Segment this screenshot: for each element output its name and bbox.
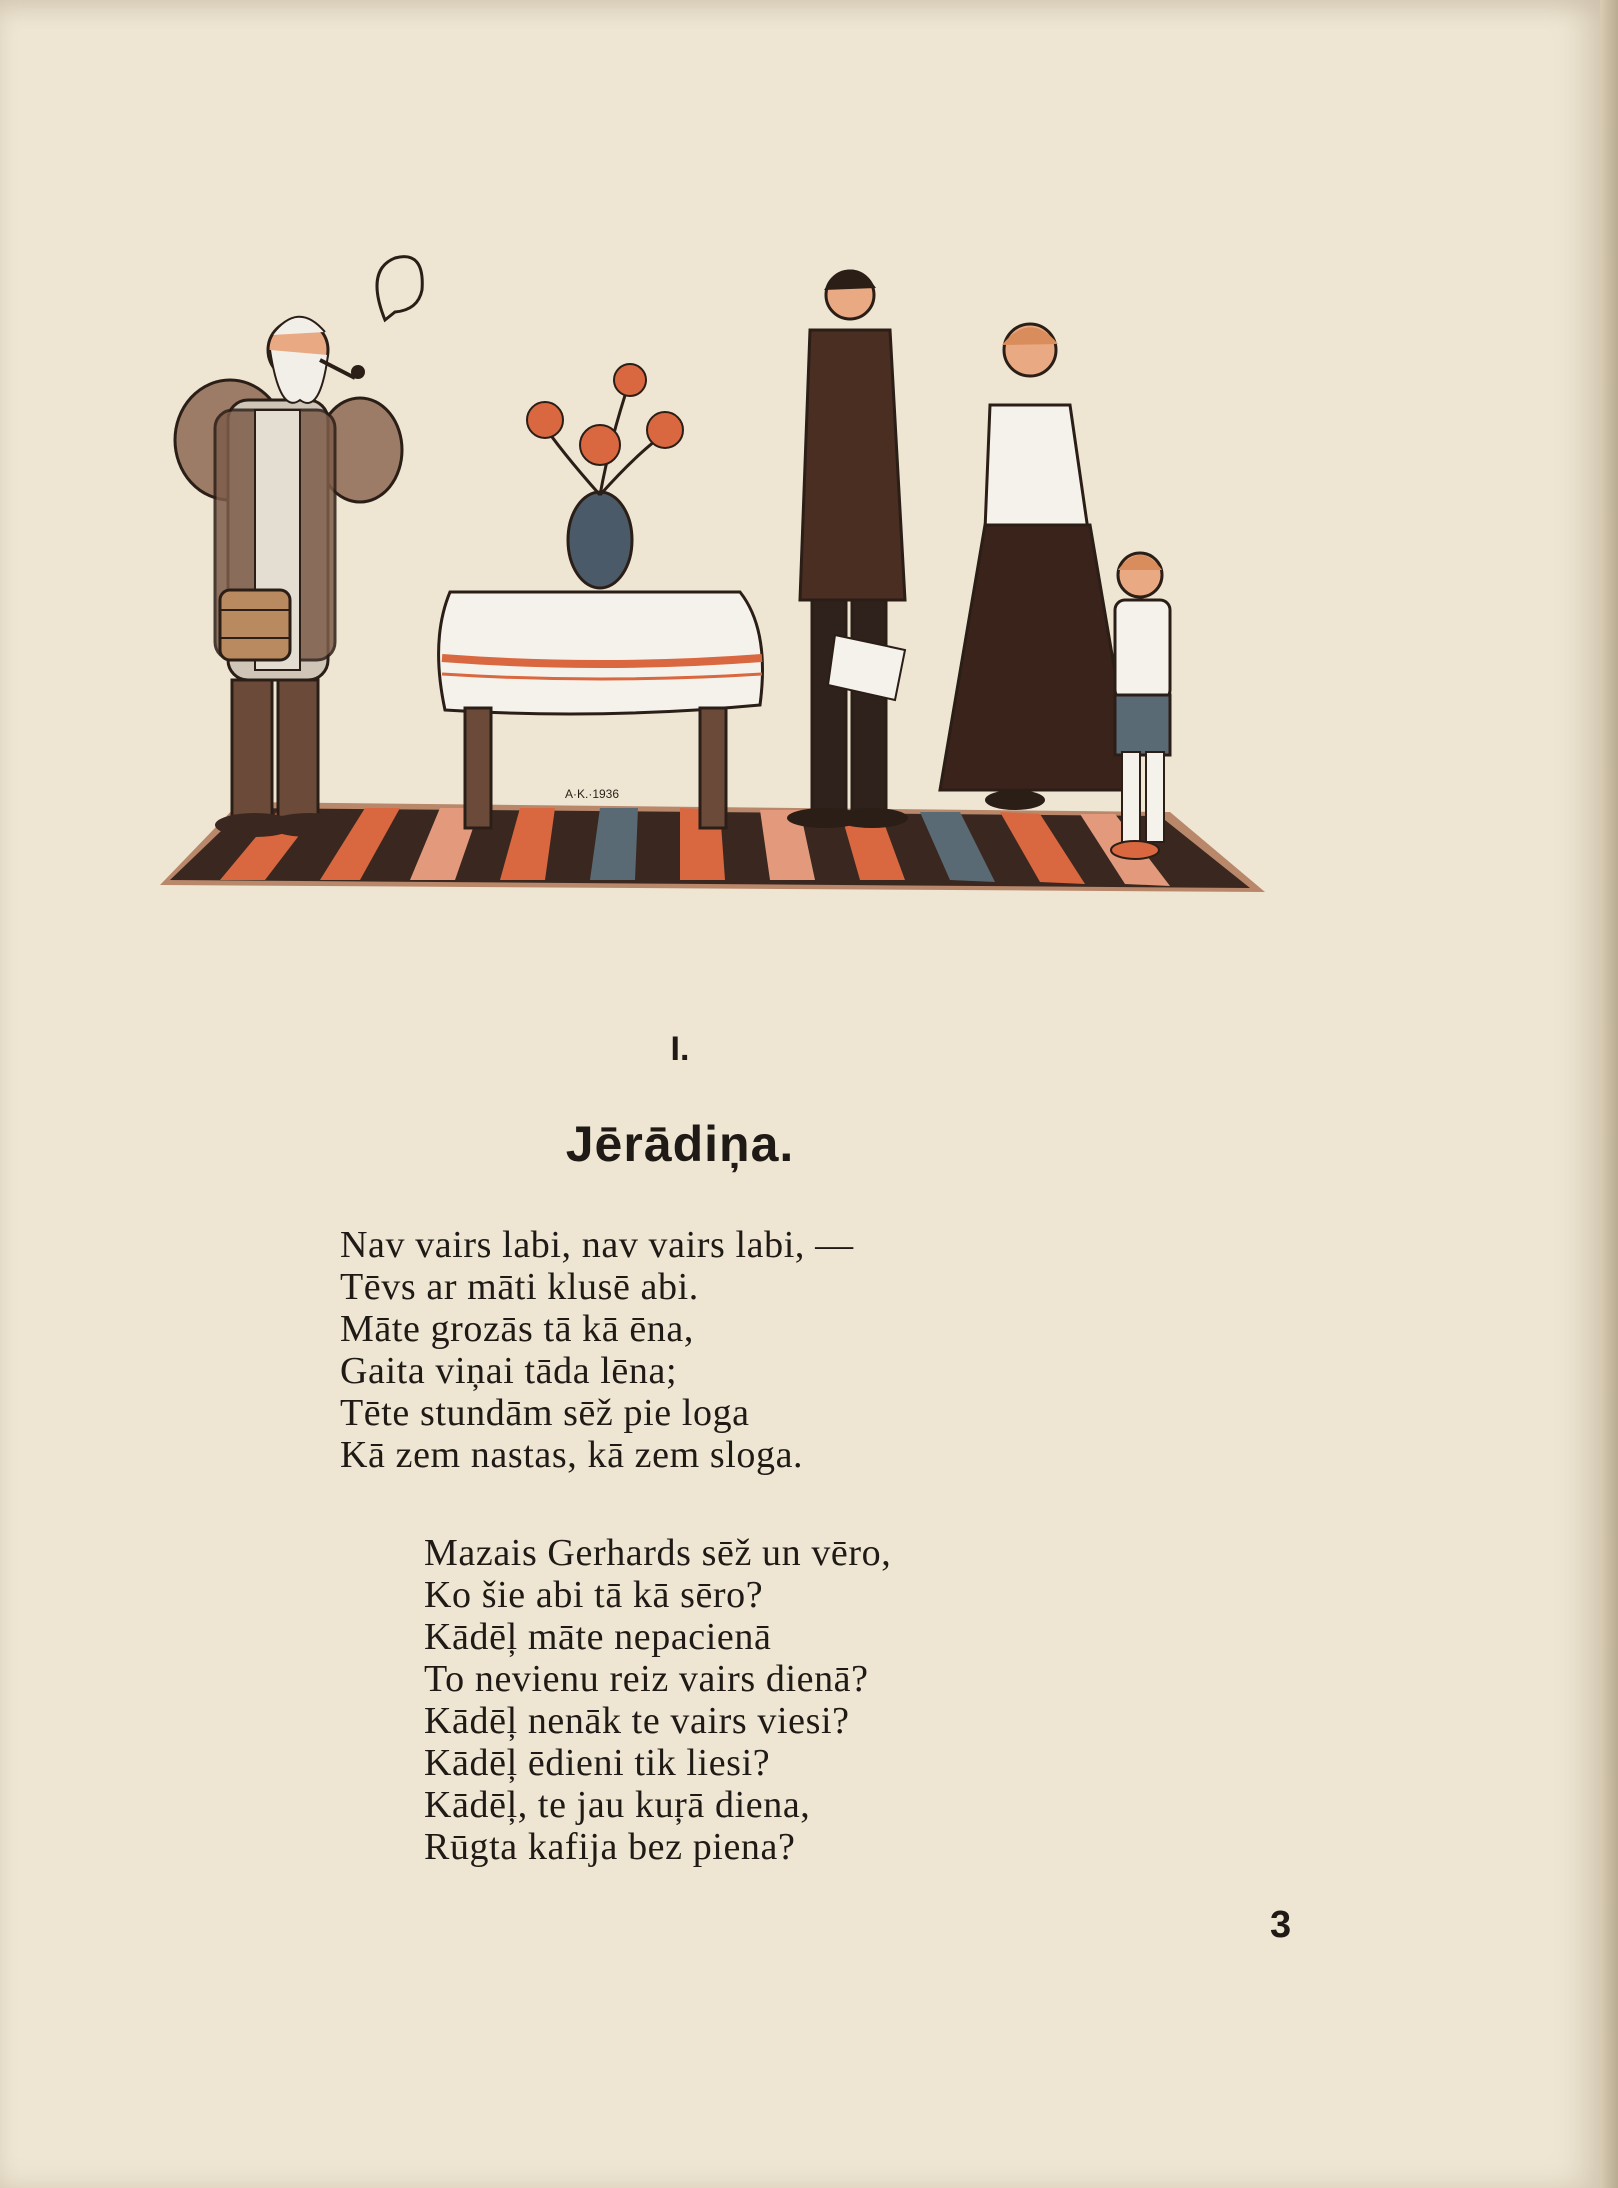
stanza-1 (340, 1224, 854, 1476)
poem-line: Gaita viņai tāda lēna; (340, 1350, 678, 1392)
father-figure (787, 269, 908, 828)
poem-line: Rūgta kafija bez piena? (424, 1826, 796, 1868)
poem-line: Tēte stundām sēž pie loga (340, 1392, 750, 1434)
poem-line: Kādēļ, te jau kuŗā diena, (424, 1784, 811, 1826)
mother-figure (940, 324, 1135, 810)
poem-line: Mazais Gerhards sēž un vēro, (424, 1532, 892, 1574)
poem-line: Kā zem nastas, kā zem sloga. (340, 1434, 804, 1476)
section-number: I. (670, 1030, 690, 1068)
poem-line: Ko šie abi tā kā sēro? (424, 1574, 764, 1616)
artist-signature: A·K.·1936 (565, 787, 620, 801)
stanza-2 (424, 1532, 891, 1868)
old-man-figure (175, 257, 422, 837)
family-illustration (160, 240, 1280, 900)
poem-title: Jērādiņa. (565, 1116, 795, 1172)
poem-line: Kādēļ māte nepacienā (424, 1616, 772, 1658)
page-number: 3 (1270, 1904, 1292, 1946)
poem-line: To nevienu reiz vairs dienā? (424, 1658, 869, 1700)
table-with-vase (439, 364, 763, 828)
poem-line: Nav vairs labi, nav vairs labi, — (340, 1224, 854, 1266)
page-edge (1600, 0, 1618, 2188)
poem-line: Tēvs ar māti klusē abi. (340, 1266, 699, 1308)
poem-line: Māte grozās tā kā ēna, (340, 1308, 694, 1350)
poem-line: Kādēļ nenāk te vairs viesi? (424, 1700, 850, 1742)
poem-line: Kādēļ ēdieni tik liesi? (424, 1742, 771, 1784)
